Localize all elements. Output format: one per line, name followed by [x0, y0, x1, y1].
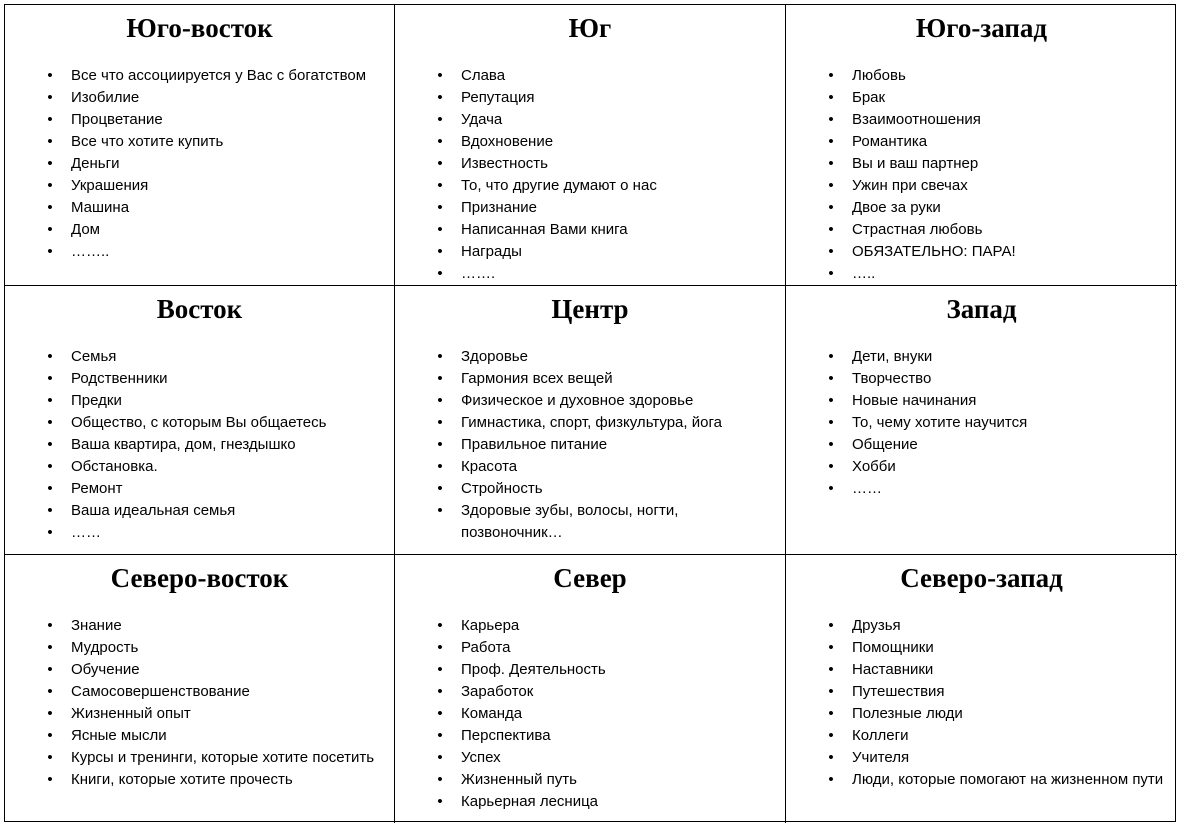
- item-text: Полезные люди: [852, 705, 963, 722]
- cell-title: Запад: [946, 294, 1017, 324]
- bullet-icon: •: [437, 111, 443, 128]
- bullet-icon: •: [47, 661, 53, 678]
- list-item: [395, 769, 785, 791]
- item-text: Ваша идеальная семья: [71, 502, 236, 519]
- bullet-icon: •: [828, 67, 834, 84]
- cell-east: [5, 286, 395, 555]
- list-item: [5, 478, 394, 500]
- list-item: [395, 346, 785, 368]
- bullet-icon: •: [47, 414, 53, 431]
- item-text: Награды: [461, 243, 522, 260]
- bullet-icon: •: [437, 243, 443, 260]
- item-text: Ваша квартира, дом, гнездышко: [71, 436, 296, 453]
- list-item: [395, 478, 785, 500]
- bullet-icon: •: [828, 705, 834, 722]
- cell-title: Восток: [156, 294, 243, 324]
- bullet-icon: •: [47, 727, 53, 744]
- item-text: Предки: [71, 392, 122, 409]
- item-text: Общество, с которым Вы общаетесь: [71, 414, 327, 431]
- item-text: Здоровье: [461, 348, 528, 365]
- item-text: Страстная любовь: [852, 221, 983, 238]
- list-item: [786, 456, 1177, 478]
- bullet-icon: •: [437, 661, 443, 678]
- list-item: [395, 368, 785, 390]
- item-text: Слава: [461, 67, 506, 84]
- list-item: [5, 87, 394, 109]
- list-item: [5, 500, 394, 522]
- item-list: [5, 65, 394, 263]
- item-text: Книги, которые хотите прочесть: [71, 771, 293, 788]
- item-text: Признание: [461, 199, 538, 216]
- list-item: [5, 197, 394, 219]
- list-item: [5, 153, 394, 175]
- list-item: [5, 219, 394, 241]
- list-item: [5, 703, 394, 725]
- list-item: [5, 368, 394, 390]
- item-list: [395, 615, 785, 813]
- list-item: [5, 725, 394, 747]
- item-text: Новые начинания: [852, 392, 977, 409]
- bullet-icon: •: [47, 749, 53, 766]
- bullet-icon: •: [437, 67, 443, 84]
- bullet-icon: •: [437, 199, 443, 216]
- item-list: [786, 615, 1177, 791]
- list-item: [395, 263, 785, 285]
- cell-title: Северо-восток: [110, 563, 289, 593]
- list-item: [395, 434, 785, 456]
- list-item: [395, 703, 785, 725]
- item-list: [395, 65, 785, 285]
- item-text: Перспектива: [461, 727, 551, 744]
- list-item: [786, 153, 1177, 175]
- cell-south: [395, 5, 786, 286]
- item-text: Семья: [71, 348, 117, 365]
- item-text: Люди, которые помогают на жизненном пути: [852, 771, 1164, 788]
- list-item: [5, 131, 394, 153]
- list-item: [395, 241, 785, 263]
- bullet-icon: •: [828, 133, 834, 150]
- bullet-icon: •: [437, 177, 443, 194]
- item-text: Украшения: [71, 177, 149, 194]
- cell-center: [395, 286, 786, 555]
- list-item: [5, 346, 394, 368]
- item-text: Деньги: [71, 155, 120, 172]
- bullet-icon: •: [437, 348, 443, 365]
- item-text: ……..: [71, 243, 110, 260]
- list-item: [395, 725, 785, 747]
- item-text: Заработок: [461, 683, 534, 700]
- bullet-icon: •: [828, 348, 834, 365]
- cell-title: Юг: [568, 13, 612, 43]
- item-list: [5, 346, 394, 544]
- item-text: ОБЯЗАТЕЛЬНО: ПАРА!: [852, 243, 1016, 260]
- bullet-icon: •: [47, 89, 53, 106]
- item-text: Удача: [461, 111, 503, 128]
- bullet-icon: •: [437, 683, 443, 700]
- item-text: Карьера: [461, 617, 520, 634]
- item-text: Брак: [852, 89, 886, 106]
- item-text: Вдохновение: [461, 133, 554, 150]
- bullet-icon: •: [828, 727, 834, 744]
- list-item: [786, 87, 1177, 109]
- bullet-icon: •: [437, 414, 443, 431]
- item-text: Успех: [461, 749, 501, 766]
- list-item: [395, 390, 785, 412]
- list-item: [786, 769, 1177, 791]
- bullet-icon: •: [828, 177, 834, 194]
- bagua-table: [4, 4, 1176, 822]
- item-list: [395, 346, 785, 544]
- list-item: [5, 681, 394, 703]
- bullet-icon: •: [437, 771, 443, 788]
- item-text: Написанная Вами книга: [461, 221, 628, 238]
- bullet-icon: •: [828, 111, 834, 128]
- bullet-icon: •: [437, 155, 443, 172]
- bullet-icon: •: [47, 436, 53, 453]
- bullet-icon: •: [828, 480, 834, 497]
- bullet-icon: •: [47, 221, 53, 238]
- bullet-icon: •: [437, 639, 443, 656]
- list-item: [786, 703, 1177, 725]
- item-text: Дом: [71, 221, 100, 238]
- item-text: Знание: [71, 617, 122, 634]
- item-text: ……: [852, 480, 882, 497]
- list-item: [786, 197, 1177, 219]
- list-item: [5, 769, 394, 791]
- bullet-icon: •: [828, 458, 834, 475]
- list-item: [395, 659, 785, 681]
- item-text: Проф. Деятельность: [461, 661, 606, 678]
- list-item: [5, 615, 394, 637]
- cell-south-west: [786, 5, 1177, 286]
- bullet-icon: •: [437, 436, 443, 453]
- item-text: Известность: [461, 155, 548, 172]
- item-text: Физическое и духовное здоровье: [461, 392, 694, 409]
- bullet-icon: •: [47, 639, 53, 656]
- item-list: [786, 346, 1177, 500]
- item-text: Вы и ваш партнер: [852, 155, 979, 172]
- list-item: [786, 109, 1177, 131]
- bullet-icon: •: [47, 133, 53, 150]
- item-text: Ремонт: [71, 480, 123, 497]
- cell-title: Север: [553, 563, 627, 593]
- list-item: [395, 109, 785, 131]
- cell-south-east: [5, 5, 395, 286]
- list-item: [5, 390, 394, 412]
- item-text: Правильное питание: [461, 436, 608, 453]
- list-item: [395, 412, 785, 434]
- item-text: Самосовершенствование: [71, 683, 250, 700]
- bullet-icon: •: [828, 370, 834, 387]
- list-item: [786, 659, 1177, 681]
- item-text: Машина: [71, 199, 130, 216]
- cell-title: Юго-запад: [915, 13, 1048, 43]
- list-item: [786, 412, 1177, 434]
- item-text: Гармония всех вещей: [461, 370, 613, 387]
- bullet-icon: •: [47, 348, 53, 365]
- list-item: [395, 219, 785, 241]
- item-text: Стройность: [461, 480, 543, 497]
- bullet-icon: •: [437, 749, 443, 766]
- bullet-icon: •: [828, 265, 834, 282]
- bullet-icon: •: [47, 458, 53, 475]
- list-item: [786, 637, 1177, 659]
- item-text: Обстановка.: [71, 458, 158, 475]
- list-item: [5, 175, 394, 197]
- list-item: [5, 434, 394, 456]
- bullet-icon: •: [828, 749, 834, 766]
- bullet-icon: •: [47, 617, 53, 634]
- item-list: [5, 615, 394, 791]
- item-text: Любовь: [852, 67, 906, 84]
- list-item: [395, 747, 785, 769]
- item-text: Взаимоотношения: [852, 111, 981, 128]
- list-item: [5, 456, 394, 478]
- item-text: Репутация: [461, 89, 535, 106]
- bullet-icon: •: [437, 727, 443, 744]
- bullet-icon: •: [828, 243, 834, 260]
- item-text: Друзья: [852, 617, 901, 634]
- list-item: [5, 522, 394, 544]
- bullet-icon: •: [437, 617, 443, 634]
- list-item: [395, 615, 785, 637]
- list-item: [786, 390, 1177, 412]
- list-item: [395, 153, 785, 175]
- bullet-icon: •: [47, 480, 53, 497]
- item-text: ……: [71, 524, 101, 541]
- list-item: [395, 791, 785, 813]
- bullet-icon: •: [828, 639, 834, 656]
- item-text: Коллеги: [852, 727, 909, 744]
- item-text: Ужин при свечах: [852, 177, 968, 194]
- list-item: [786, 478, 1177, 500]
- item-text: Жизненный опыт: [71, 705, 191, 722]
- bullet-icon: •: [47, 370, 53, 387]
- list-item: [5, 65, 394, 87]
- list-item: [5, 637, 394, 659]
- list-item: [395, 87, 785, 109]
- bullet-icon: •: [47, 155, 53, 172]
- bullet-icon: •: [47, 177, 53, 194]
- bullet-icon: •: [47, 683, 53, 700]
- item-list: [786, 65, 1177, 285]
- bullet-icon: •: [828, 199, 834, 216]
- bullet-icon: •: [437, 392, 443, 409]
- item-text: Хобби: [852, 458, 896, 475]
- bullet-icon: •: [828, 771, 834, 788]
- item-text: …….: [461, 265, 496, 282]
- list-item: [395, 131, 785, 153]
- item-text: Помощники: [852, 639, 934, 656]
- cell-title: Центр: [551, 294, 629, 324]
- bullet-icon: •: [828, 683, 834, 700]
- list-item: [786, 615, 1177, 637]
- item-text: Курсы и тренинги, которые хотите посетить: [71, 749, 375, 766]
- item-text: Романтика: [852, 133, 928, 150]
- item-text: Жизненный путь: [461, 771, 577, 788]
- list-item: [786, 65, 1177, 87]
- bullet-icon: •: [437, 221, 443, 238]
- list-item: [786, 175, 1177, 197]
- bullet-icon: •: [47, 67, 53, 84]
- list-item: [5, 109, 394, 131]
- item-text: Учителя: [852, 749, 910, 766]
- item-text: Изобилие: [71, 89, 140, 106]
- bullet-icon: •: [47, 243, 53, 260]
- bullet-icon: •: [47, 392, 53, 409]
- bullet-icon: •: [828, 617, 834, 634]
- item-text: Общение: [852, 436, 918, 453]
- item-text: Наставники: [852, 661, 934, 678]
- list-item: [395, 637, 785, 659]
- item-text: Работа: [461, 639, 511, 656]
- item-text: …..: [852, 265, 876, 282]
- list-item: [786, 219, 1177, 241]
- cell-north-east: [5, 555, 395, 823]
- list-item: [395, 456, 785, 478]
- bullet-icon: •: [47, 111, 53, 128]
- item-text: Мудрость: [71, 639, 139, 656]
- list-item: [786, 346, 1177, 368]
- bullet-icon: •: [828, 392, 834, 409]
- list-item: [395, 500, 785, 544]
- bullet-icon: •: [828, 436, 834, 453]
- item-text: Красота: [461, 458, 518, 475]
- bullet-icon: •: [828, 89, 834, 106]
- item-text: Ясные мысли: [71, 727, 167, 744]
- item-text: То, чему хотите научится: [852, 414, 1028, 431]
- cell-west: [786, 286, 1177, 555]
- item-text: Команда: [461, 705, 523, 722]
- list-item: [786, 368, 1177, 390]
- cell-north: [395, 555, 786, 823]
- item-text: Родственники: [71, 370, 168, 387]
- item-text: Путешествия: [852, 683, 945, 700]
- item-text: Все что хотите купить: [71, 133, 224, 150]
- list-item: [5, 241, 394, 263]
- item-text: Обучение: [71, 661, 140, 678]
- item-text: Двое за руки: [852, 199, 941, 216]
- bullet-icon: •: [437, 89, 443, 106]
- list-item: [786, 434, 1177, 456]
- item-text: То, что другие думают о нас: [461, 177, 657, 194]
- list-item: [786, 241, 1177, 263]
- list-item: [786, 681, 1177, 703]
- bullet-icon: •: [47, 771, 53, 788]
- bullet-icon: •: [437, 265, 443, 282]
- bullet-icon: •: [437, 458, 443, 475]
- bullet-icon: •: [437, 480, 443, 497]
- bullet-icon: •: [47, 199, 53, 216]
- list-item: [786, 131, 1177, 153]
- list-item: [786, 263, 1177, 285]
- bullet-icon: •: [828, 155, 834, 172]
- bullet-icon: •: [437, 705, 443, 722]
- list-item: [395, 681, 785, 703]
- cell-north-west: [786, 555, 1177, 823]
- bullet-icon: •: [47, 524, 53, 541]
- bullet-icon: •: [828, 414, 834, 431]
- bullet-icon: •: [47, 502, 53, 519]
- item-text: Процветание: [71, 111, 163, 128]
- item-text: Дети, внуки: [852, 348, 933, 365]
- bullet-icon: •: [437, 133, 443, 150]
- bullet-icon: •: [828, 221, 834, 238]
- bullet-icon: •: [437, 370, 443, 387]
- bullet-icon: •: [47, 705, 53, 722]
- cell-title: Юго-восток: [126, 13, 273, 43]
- list-item: [5, 747, 394, 769]
- list-item: [5, 412, 394, 434]
- list-item: [395, 197, 785, 219]
- item-text: Карьерная лесница: [461, 793, 599, 810]
- item-text: Гимнастика, спорт, физкультура, йога: [461, 414, 722, 431]
- item-text: Здоровые зубы, волосы, ногти, позвоночник…: [461, 502, 679, 541]
- list-item: [395, 175, 785, 197]
- bullet-icon: •: [437, 502, 443, 519]
- item-text: Все что ассоциируется у Вас с богатством: [71, 67, 367, 84]
- list-item: [5, 659, 394, 681]
- list-item: [786, 747, 1177, 769]
- cell-title: Северо-запад: [900, 563, 1063, 593]
- list-item: [395, 65, 785, 87]
- item-text: Творчество: [852, 370, 932, 387]
- bullet-icon: •: [437, 793, 443, 810]
- list-item: [786, 725, 1177, 747]
- bullet-icon: •: [828, 661, 834, 678]
